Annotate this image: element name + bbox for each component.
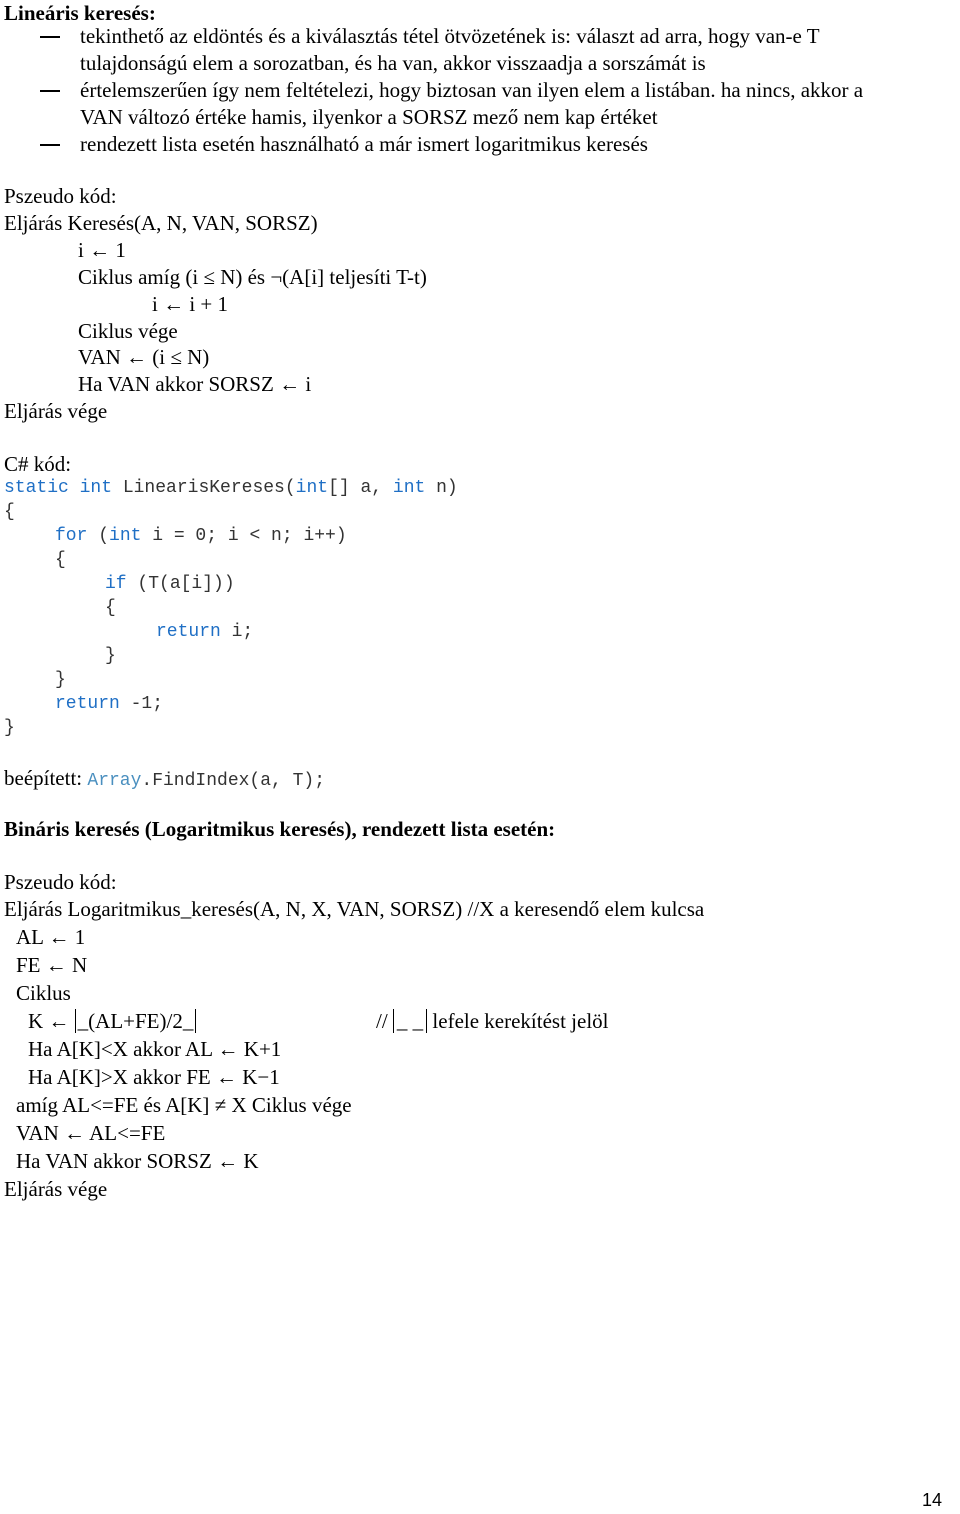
floor-expression xyxy=(75,1009,197,1033)
code-keyword: static xyxy=(4,478,69,498)
pseudo-line: Ciklus vége xyxy=(78,319,178,343)
builtin-call: .FindIndex(a, T); xyxy=(141,771,326,791)
code-keyword: for xyxy=(55,526,88,546)
bullet-text: rendezett lista esetén használható a már ismert logaritmikus keresés xyxy=(80,132,648,156)
code-line xyxy=(105,572,235,596)
code-text: i = 0; i < n; i++) xyxy=(141,526,347,546)
k-assign: K ← xyxy=(28,1009,70,1033)
code-keyword: return xyxy=(156,622,221,642)
code-keyword: return xyxy=(55,694,120,714)
pseudo-line: VAN ← AL<=FE xyxy=(16,1121,166,1145)
code-line xyxy=(55,524,347,548)
pseudo-label: Pszeudo kód: xyxy=(4,870,117,894)
pseudo-line: Eljárás vége xyxy=(4,399,108,423)
code-line: } xyxy=(4,718,15,738)
code-line: { xyxy=(4,502,15,522)
csharp-label: C# kód: xyxy=(4,452,72,476)
pseudo-line: amíg AL<=FE és A[K] ≠ X Ciklus vége xyxy=(16,1093,352,1117)
code-text: ( xyxy=(87,526,110,546)
code-keyword: int xyxy=(295,478,329,498)
code-text: i; xyxy=(220,622,254,642)
code-line xyxy=(55,692,163,716)
code-text: (T(a[i])) xyxy=(126,574,235,594)
code-keyword: int xyxy=(79,478,113,498)
code-text: -1; xyxy=(119,694,164,714)
pseudo-line: Eljárás Keresés(A, N, VAN, SORSZ) xyxy=(4,211,318,235)
pseudo-line: Eljárás vége xyxy=(4,1177,108,1201)
pseudo-line: Ha A[K]>X akkor FE ← K−1 xyxy=(28,1065,280,1089)
code-keyword: if xyxy=(105,574,127,594)
code-line: { xyxy=(105,598,116,618)
page-number: 14 xyxy=(921,1490,942,1510)
bullet-text: tulajdonságú elem a sorozatban, és ha van, akkor visszaadja a sorszámát is xyxy=(80,51,706,75)
floor-symbol: _ _ xyxy=(393,1009,427,1033)
floor-comment xyxy=(376,1008,609,1034)
code-line xyxy=(4,476,458,500)
comment-text: lefele kerekítést jelöl xyxy=(432,1009,609,1033)
code-text: [] a, xyxy=(328,478,393,498)
builtin-line xyxy=(4,765,325,794)
pseudo-line: Ha A[K]<X akkor AL ← K+1 xyxy=(28,1037,282,1061)
code-text: LinearisKereses( xyxy=(112,478,296,498)
builtin-class: Array xyxy=(87,771,142,791)
floor-expression-text: _(AL+FE)/2_ xyxy=(77,1009,194,1033)
code-line: } xyxy=(55,670,66,690)
pseudo-line: Ha VAN akkor SORSZ ← K xyxy=(16,1149,259,1173)
floor-bracket xyxy=(193,1009,196,1033)
bullet-dash xyxy=(40,90,60,92)
pseudo-line: Ha VAN akkor SORSZ ← i xyxy=(78,372,312,396)
pseudo-label: Pszeudo kód: xyxy=(4,184,117,208)
code-keyword: int xyxy=(109,526,142,546)
pseudo-line-k xyxy=(28,1008,196,1034)
pseudo-line: VAN ← (i ≤ N) xyxy=(78,345,210,369)
linear-search-title: Lineáris keresés: xyxy=(4,1,156,25)
code-text: n) xyxy=(425,478,458,498)
pseudo-line: FE ← N xyxy=(16,953,88,977)
builtin-label: beépített: xyxy=(4,766,88,790)
code-keyword: int xyxy=(392,478,426,498)
pseudo-line: Ciklus amíg (i ≤ N) és ¬(A[i] teljesíti T-t) xyxy=(78,265,427,289)
pseudo-line: i ← 1 xyxy=(78,238,126,262)
bullet-text: VAN változó értéke hamis, ilyenkor a SORSZ mező nem kap értéket xyxy=(80,105,658,129)
pseudo-line: Ciklus xyxy=(16,981,71,1005)
bullet-dash xyxy=(40,144,60,146)
pseudo-line: Eljárás Logaritmikus_keresés(A, N, X, VAN, SORSZ) //X a keresendő elem kulcsa xyxy=(4,897,705,921)
code-line: { xyxy=(55,550,66,570)
comment-marker: // xyxy=(376,1009,388,1033)
code-line: } xyxy=(105,646,116,666)
bullet-text: tekinthető az eldöntés és a kiválasztás tétel ötvözetének is: választ ad arra, hogy van-e T xyxy=(80,24,820,48)
code-line xyxy=(156,620,253,644)
bullet-text: értelemszerűen így nem feltételezi, hogy biztosan van ilyen elem a listában. ha nincs, akkor a xyxy=(80,78,864,102)
pseudo-line: AL ← 1 xyxy=(16,925,86,949)
bullet-dash xyxy=(40,36,60,38)
pseudo-line: i ← i + 1 xyxy=(152,292,229,316)
binary-search-title: Bináris keresés (Logaritmikus keresés), rendezett lista esetén: xyxy=(4,817,556,841)
